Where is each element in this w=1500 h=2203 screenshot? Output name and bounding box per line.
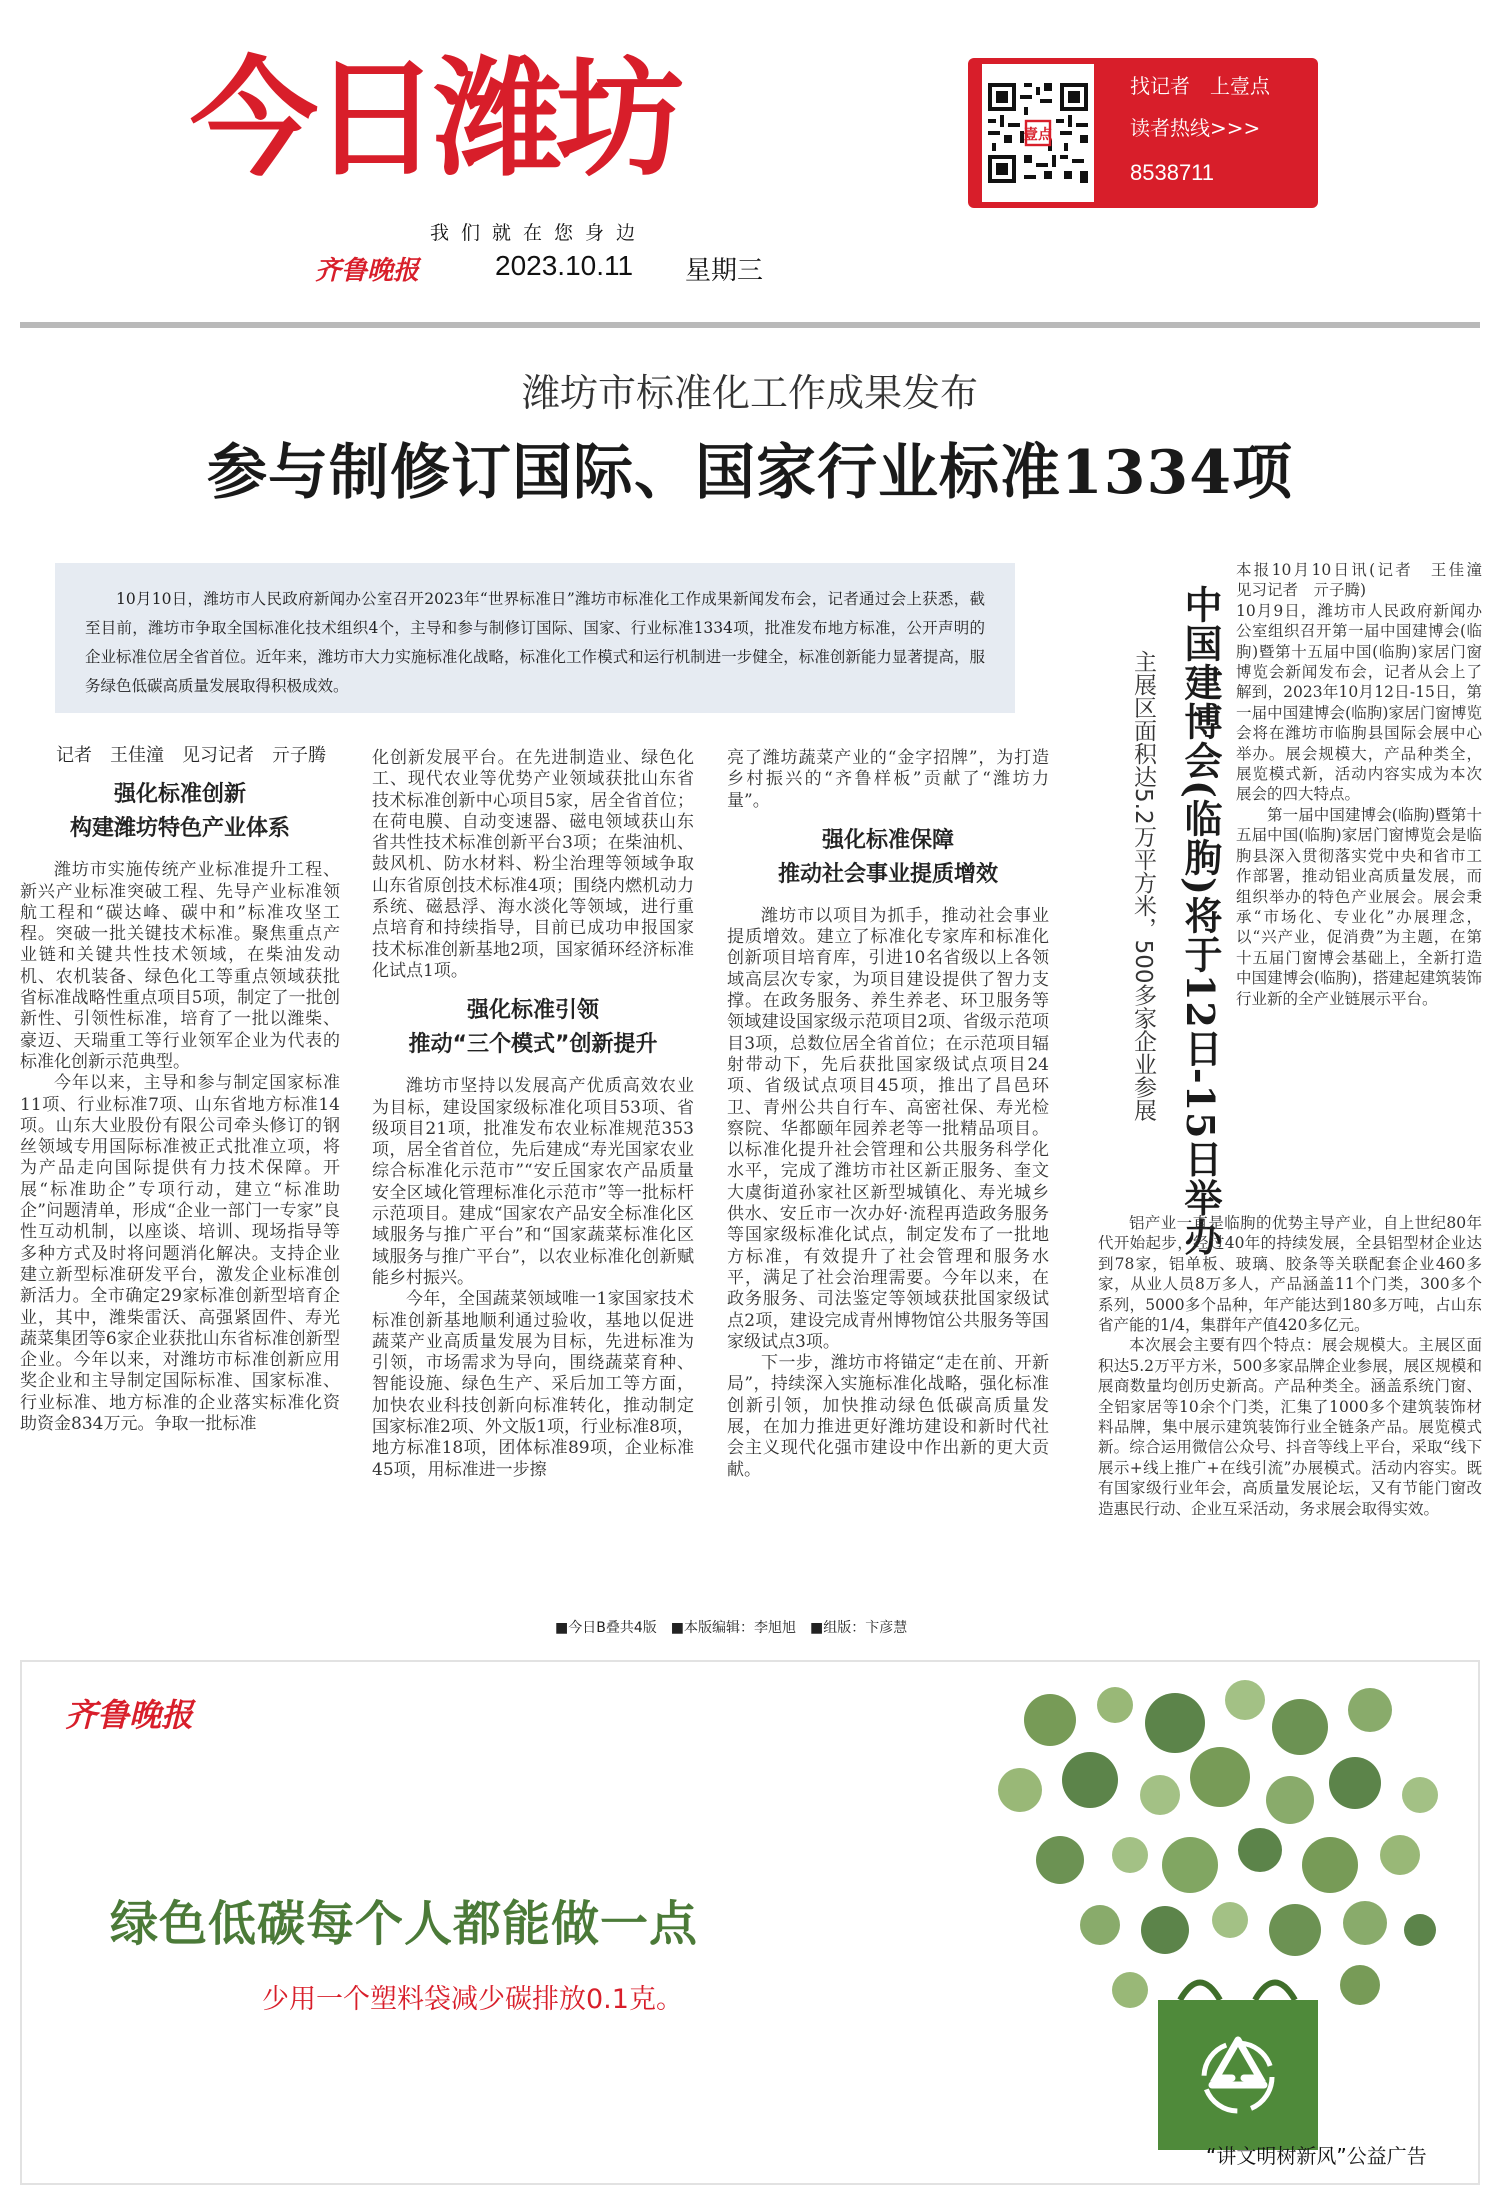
lead-paragraph: 10月10日，潍坊市人民政府新闻办公室召开2023年“世界标准日”潍坊市标准化工作成果新闻发布会，记者通过会上获悉，截至目前，潍坊市争取全国标准化技术组织4个，主导和参与制修订国际、国家、行业标准1334项，批准发布地方标准，公开声明的企业标准位居全省首位。近年来，潍坊市大力实施标准化战略，标准化工作模式和运行机制进一步健全，标准创新能力显著提高，服务绿色低碳高质量发展取得积极成效。 — [55, 563, 1015, 713]
article-byline: 记者 王佳潼 见习记者 亓子腾 — [56, 745, 326, 766]
subheading-3-line-1: 强化标准保障 — [821, 827, 954, 853]
masthead-slogan: 我们就在您身边 — [430, 222, 648, 244]
sidebar-subheadline: 主展区面积达5.2万平方米，500多家企业参展 — [1130, 650, 1156, 1122]
hotline-number: 8538711 — [1130, 160, 1215, 185]
issue-weekday: 星期三 — [685, 256, 764, 286]
page-credits: ■今日B叠共4版 ■本版编辑：李旭旭 ■组版：卞彦慧 — [555, 1620, 908, 1636]
eco-icons-cluster — [998, 1680, 1438, 2008]
article-paragraph: 潍坊市坚持以发展高产优质高效农业为目标，建设国家级标准化项目53项、省级项目21项，批准发布农业标准规范353项，居全省首位，先后建成“寿光国家农业综合标准化示范市”“安丘国家农产品质量安全区域化管理标准化示范市”等一批标杆示范项目。建成“国家农产品安全标准化区域服务与推广平台”和“国家蔬菜标准化区域服务与推广平台”，以农业标准化创新赋能乡村振兴。 — [372, 1076, 694, 1288]
badge-reader-hotline: 读者热线>>> — [1130, 116, 1261, 140]
masthead-title: 今日潍坊 — [190, 45, 679, 194]
sidebar-headline: 中国建博会(临朐)将于12日-15日举办 — [1178, 585, 1223, 1257]
article-paragraph: 今年以来，主导和参与制定国家标准11项、行业标准7项、山东省地方标准14项。山东大业股份有限公司牵头修订的钢丝领域专用国际标准被正式批准立项，将为产品走向国际提供有力技术保障。开展“标准助企”专项行动，建立“标准助企”问题清单，形成“企业一部门一专家”良性互动机制，以座谈、培训、现场指导等多种方式及时将问题消化解决。支持企业建立新型标准研发平台，激发企业标准创新活力。全市确定29家标准创新型培育企业，其中，潍柴雷沃、高强紧固件、寿光蔬菜集团等6家企业获批山东省标准创新型企业。今年以来，对潍坊市标准创新应用奖企业和主导制定国际标准、国家标准、行业标准、地方标准的企业落实标准化资助资金834万元。争取一批标准 — [20, 1073, 340, 1435]
ad-slogan: 绿色低碳每个人都能做一点 — [110, 1896, 699, 1952]
subheading-3 — [727, 824, 1049, 892]
subheading-3-line-2: 推动社会事业提质增效 — [777, 861, 998, 887]
subheading-1-line-1: 强化标准创新 — [113, 782, 246, 808]
subheading-2 — [372, 994, 694, 1062]
subheading-2-line-2: 推动“三个模式”创新提升 — [408, 1032, 658, 1058]
sidebar-dateline: 本报10月10日讯(记者 王佳潼 见习记者 亓子腾) — [1236, 561, 1498, 600]
article-paragraph: 潍坊市实施传统产业标准提升工程、新兴产业标准突破工程、先导产业标准领航工程和“碳达峰、碳中和”标准攻坚工程。突破一批关键技术标准。聚焦重点产业链和关键共性技术领域，在柴油发动机、农机装备、绿色化工等重点领域获批省标准战略性重点项目5项，制定了一批创新性、引领性标准，培育了一批以潍柴、豪迈、天瑞重工等行业领军企业为代表的标准化创新示范典型。 — [20, 860, 340, 1072]
sidebar-column-bottom — [1098, 1213, 1482, 1519]
issue-date: 2023.10.11 — [495, 250, 634, 281]
paper-logo: 齐鲁晚报 — [315, 256, 420, 286]
badge-find-reporter: 找记者 上壹点 — [1130, 74, 1270, 98]
sidebar-column-top — [1236, 560, 1498, 1009]
sidebar-paragraph: 本次展会主要有四个特点：展会规模大。主展区面积达5.2万平方米，500多家品牌企业参展，展区规模和展商数量均创历史新高。产品种类全。涵盖系统门窗、全铝家居等10余个门类，汇集了1000多个建筑装饰材料品牌，集中展示建筑装饰行业全链条产品。展览模式新。综合运用微信公众号、抖音等线上平台，采取“线下展示+线上推广+在线引流”办展模式。活动内容实。既有国家级行业年会，高质量发展论坛，又有节能门窗改造惠民行动、企业互采活动，务求展会取得实效。 — [1098, 1336, 1482, 1518]
subheading-1-line-2: 构建潍坊特色产业体系 — [69, 816, 290, 842]
article-paragraph: 化创新发展平台。在先进制造业、绿色化工、现代农业等优势产业领域获批山东省技术标准创新中心项目5家，居全省首位；在荷电膜、自动变速器、磁电领域获山东省共性技术标准创新平台3项；在柴油机、鼓风机、防水材料、粉尘治理等领域争取山东省原创技术标准4项；围绕内燃机动力系统、磁悬浮、海水淡化等领域，进行重点培育和持续指导，目前已成功申报国家技术标准创新基地2项，国家循环经济标准化试点1项。 — [372, 748, 694, 981]
article-column-1 — [20, 745, 340, 1435]
headline-kicker: 潍坊市标准化工作成果发布 — [521, 371, 978, 415]
article-column-2 — [372, 748, 694, 1481]
sidebar-paragraph: 第一届中国建博会(临朐)暨第十五届中国(临朐)家居门窗博览会是临朐县深入贯彻落实党中央和省市工作部署，推动铝业高质量发展，而组织举办的特色产业展会。展会秉承“市场化、专业化”办展理念，以“兴产业，促消费”为主题，在第十五届门窗博会基础上，全新打造中国建博会(临朐)，搭建起建筑装饰行业新的全产业链展示平台。 — [1236, 805, 1482, 1008]
masthead-divider — [20, 322, 1480, 328]
qr-code-icon[interactable] — [982, 64, 1094, 202]
article-column-3 — [727, 748, 1049, 1481]
green-icons-illustration — [900, 1665, 1460, 2175]
main-headline: 参与制修订国际、国家行业标准1334项 — [207, 438, 1293, 508]
subheading-1 — [20, 778, 340, 846]
recycling-bag-icon — [1158, 1983, 1318, 2151]
ad-paper-logo: 齐鲁晚报 — [65, 1696, 194, 1734]
article-paragraph: 潍坊市以项目为抓手，推动社会事业提质增效。建立了标准化专家库和标准化创新项目培育库，引进10名省级以上各领域高层次专家，为项目建设提供了智力支撑。在政务服务、养生养老、环卫服务等领域建设国家级示范项目2项、省级示范项目3项，总数位居全省首位；在示范项目辐射带动下，先后获批国家级试点项目24项、省级试点项目45项，推出了昌邑环卫、青州公共自行车、高密社保、寿光检察院、华都颐年园养老等一批精品项目。以标准化提升社会管理和公共服务科学化水平，完成了潍坊市社区新正服务、奎文大虞街道孙家社区新型城镇化、寿光城乡供水、安丘市一次办好·流程再造政务服务等国家级标准化试点，制定发布了一批地方标准，有效提升了社会管理和服务水平，满足了社会治理需要。今年以来，在政务服务、司法鉴定等领域获批国家级试点2项，建设完成青州博物馆公共服务等国家级试点3项。 — [727, 905, 1049, 1352]
article-paragraph: 今年，全国蔬菜领域唯一1家国家技术标准创新基地顺利通过验收，基地以促进蔬菜产业高质量发展为目标，先进标准为引领，市场需求为导向，围绕蔬菜育种、智能设施、绿色生产、采后加工等方面，加快农业科技创新向标准转化，推动制定国家标准2项、外文版1项，行业标准8项，地方标准18项，团体标准89项，企业标准45项，用标准进一步擦 — [372, 1289, 694, 1480]
ad-campaign-note: “讲文明树新风”公益广告 — [1206, 2144, 1427, 2168]
sidebar-paragraph: 铝产业一直是临朐的优势主导产业，自上世纪80年代开始起步，经过40年的持续发展，全县铝型材企业达到78家，铝单板、玻璃、胶条等关联配套企业460多家，从业人员8万多人，产品涵盖11个门类，300多个系列，5000多个品种，年产能达到180多万吨，占山东省产能的1/4，集群年产值420多亿元。 — [1098, 1214, 1482, 1335]
sidebar-paragraph: 10月9日，潍坊市人民政府新闻办公室组织召开第一届中国建博会(临朐)暨第十五届中国(临朐)家居门窗博览会新闻发布会，记者从会上了解到，2023年10月12日-15日，第一届中国建博会(临朐)家居门窗博览会将在潍坊市临朐县国际会展中心举办。展会规模大，产品种类全，展览模式新，活动内容实成为本次展会的四大特点。 — [1236, 601, 1482, 804]
article-paragraph: 下一步，潍坊市将锚定“走在前、开新局”，持续深入实施标准化战略，强化标准创新引领，加快推动绿色低碳高质量发展，在加力推进更好潍坊建设和新时代社会主义现代化强市建设中作出新的更大贡献。 — [727, 1353, 1049, 1480]
article-paragraph: 亮了潍坊蔬菜产业的“金字招牌”，为打造乡村振兴的“齐鲁样板”贡献了“潍坊力量”。 — [727, 748, 1049, 811]
subheading-2-line-1: 强化标准引领 — [466, 998, 599, 1024]
ad-subslogan: 少用一个塑料袋减少碳排放0.1克。 — [262, 1984, 683, 2015]
qr-label: 壹点 — [1023, 127, 1053, 143]
